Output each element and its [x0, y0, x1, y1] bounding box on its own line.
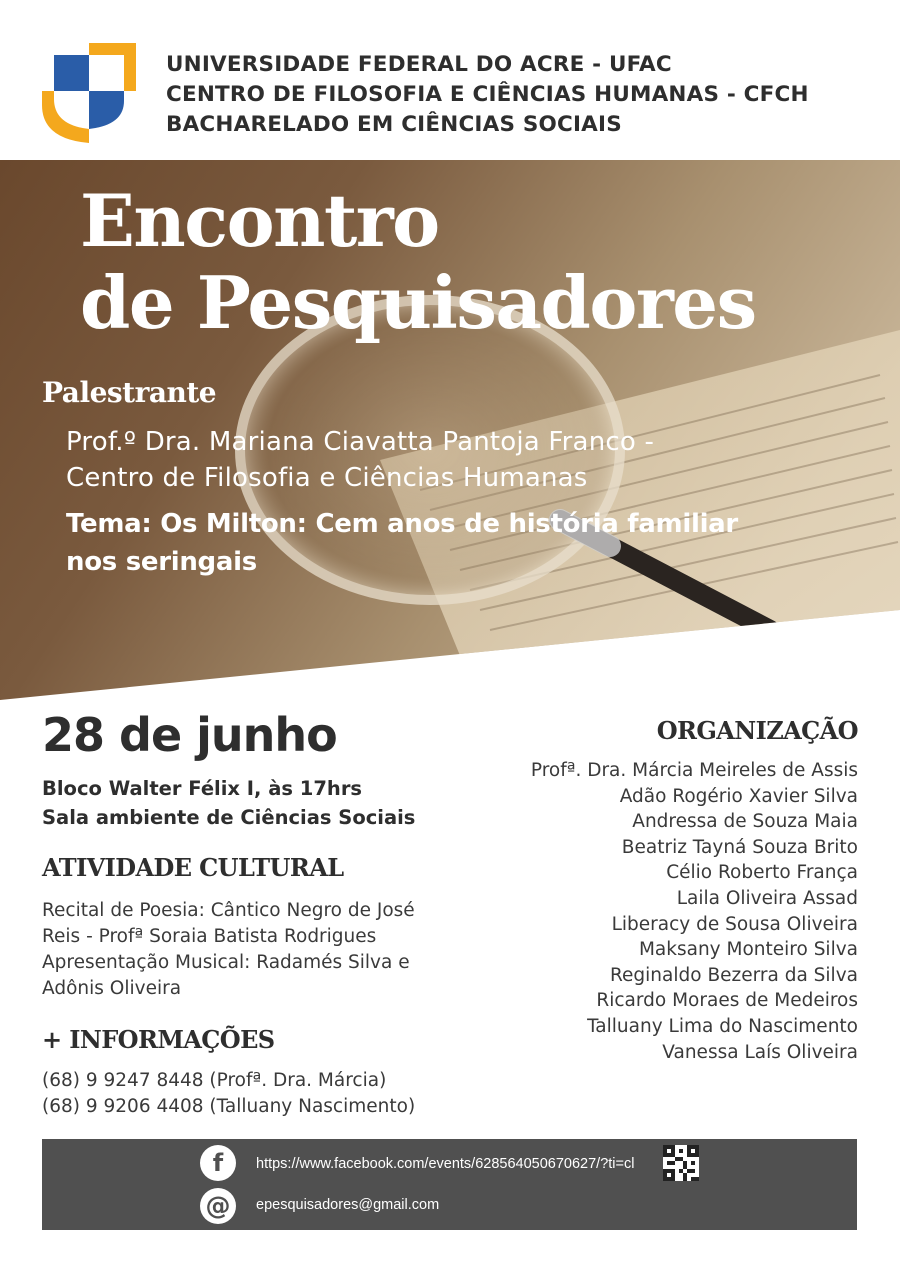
speaker-affiliation: Centro de Filosofia e Ciências Humanas	[66, 463, 588, 493]
organizer-name: Ricardo Moraes de Medeiros	[596, 990, 858, 1012]
phone-list	[42, 1068, 415, 1120]
facebook-icon[interactable]: f	[200, 1145, 236, 1181]
venue-line2: Sala ambiente de Ciências Sociais	[42, 806, 416, 829]
talk-theme-line2: nos seringais	[66, 547, 257, 577]
organizer-name: Vanessa Laís Oliveira	[662, 1041, 858, 1063]
cultural-line: Recital de Poesia: Cântico Negro de José	[42, 900, 415, 921]
cultural-line: Apresentação Musical: Radamés Silva e	[42, 952, 410, 973]
organizer-name: Reginaldo Bezerra da Silva	[610, 964, 858, 986]
event-venue	[42, 774, 415, 832]
organization-heading: ORGANIZAÇÃO	[656, 716, 858, 745]
facebook-link[interactable]: https://www.facebook.com/events/628564050670627/?ti=cl	[256, 1156, 635, 1172]
header	[0, 0, 900, 160]
program-name: BACHARELADO EM CIÊNCIAS SOCIAIS	[166, 112, 622, 137]
venue-line1: Bloco Walter Félix I, às 17hrs	[42, 777, 363, 800]
ufac-logo	[42, 43, 136, 143]
speaker-label: Palestrante	[42, 376, 217, 409]
cultural-activity-list	[42, 898, 415, 1002]
institution-name: UNIVERSIDADE FEDERAL DO ACRE - UFAC	[166, 52, 672, 77]
cultural-heading: ATIVIDADE CULTURAL	[42, 853, 344, 882]
organization-list	[531, 758, 858, 1065]
info-heading: + INFORMAÇÕES	[42, 1025, 275, 1054]
email-address[interactable]: epesquisadores@gmail.com	[256, 1197, 440, 1213]
organizer-name: Andressa de Souza Maia	[632, 811, 858, 833]
speaker-info	[66, 424, 654, 496]
phone-contact: (68) 9 9206 4408 (Talluany Nascimento)	[42, 1096, 416, 1117]
organizer-name: Liberacy de Sousa Oliveira	[611, 913, 858, 935]
center-name: CENTRO DE FILOSOFIA E CIÊNCIAS HUMANAS - CFCH	[166, 82, 809, 107]
talk-theme-line1: Tema: Os Milton: Cem anos de história familiar	[66, 509, 738, 539]
phone-contact: (68) 9 9247 8448 (Profª. Dra. Márcia)	[42, 1070, 387, 1091]
email-icon[interactable]: @	[200, 1188, 236, 1224]
event-title	[80, 180, 756, 344]
organizer-name: Maksany Monteiro Silva	[638, 939, 858, 961]
qr-code-icon	[663, 1145, 699, 1181]
cultural-line: Reis - Profª Soraia Batista Rodrigues	[42, 926, 377, 947]
speaker-name: Prof.º Dra. Mariana Ciavatta Pantoja Franco -	[66, 427, 655, 457]
event-title-line2: de Pesquisadores	[80, 260, 756, 345]
organizer-name: Talluany Lima do Nascimento	[587, 1015, 858, 1037]
organizer-name: Célio Roberto França	[666, 862, 858, 884]
organizer-name: Profª. Dra. Márcia Meireles de Assis	[530, 760, 858, 781]
organizer-name: Beatriz Tayná Souza Brito	[621, 836, 858, 858]
organizer-name: Adão Rogério Xavier Silva	[619, 785, 858, 807]
cultural-line: Adônis Oliveira	[42, 978, 182, 999]
talk-theme	[66, 505, 738, 581]
contact-footer	[42, 1139, 857, 1230]
event-title-line1: Encontro	[80, 178, 439, 263]
event-date: 28 de junho	[42, 708, 337, 762]
organizer-name: Laila Oliveira Assad	[676, 887, 858, 909]
